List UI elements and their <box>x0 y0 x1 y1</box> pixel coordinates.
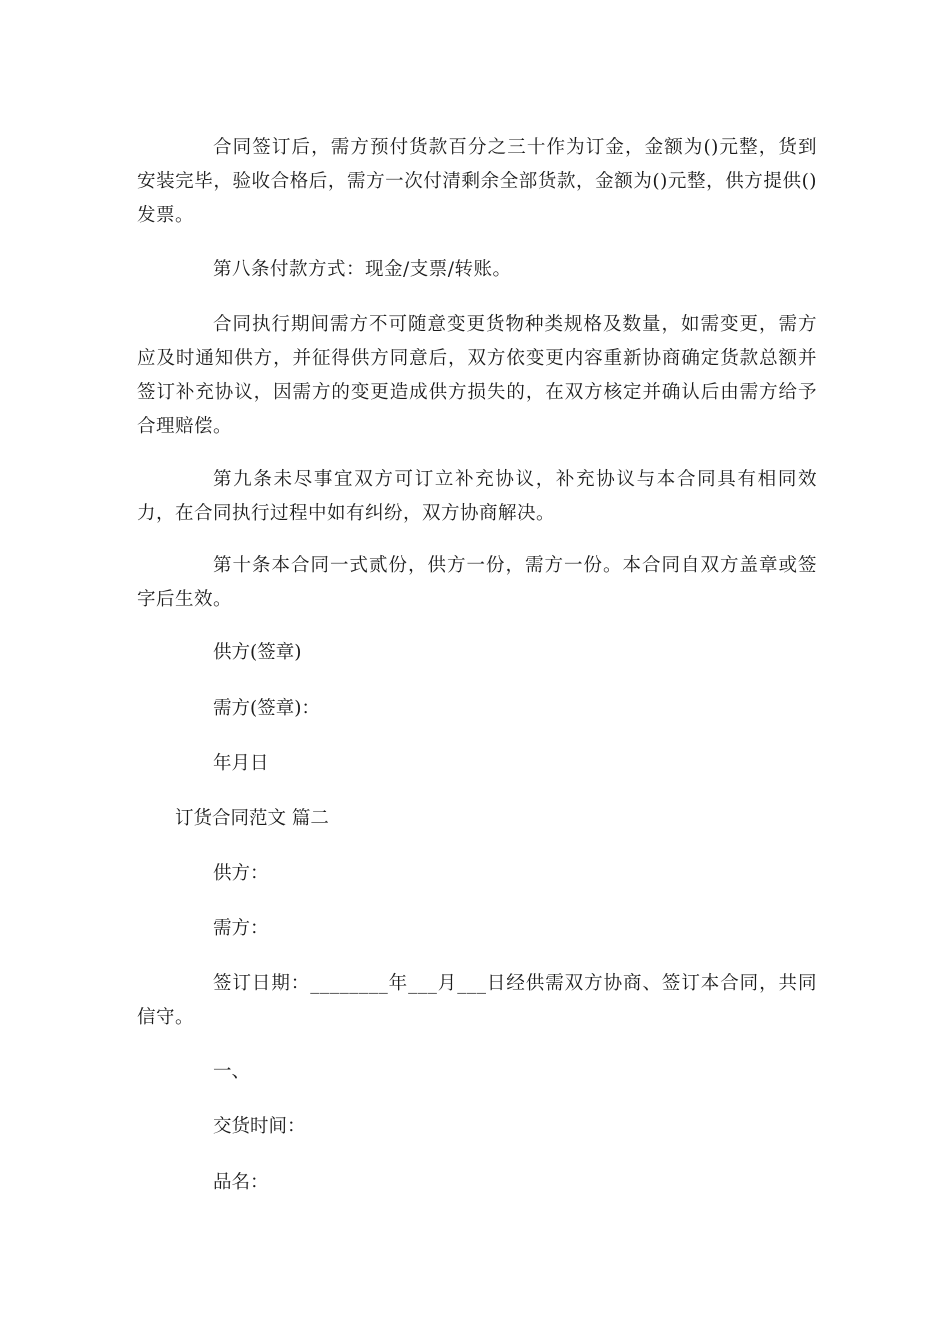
item-one-label: 一、 <box>213 1061 251 1082</box>
paragraph-article-9: 第九条未尽事宜双方可订立补充协议，补充协议与本合同具有相同效力，在合同执行过程中如有纠纷，双方协商解决。 <box>137 469 817 524</box>
supplier-signature-line: 供方(签章) <box>213 642 302 663</box>
supplier-label: 供方： <box>213 863 269 884</box>
buyer-label: 需方： <box>213 918 269 939</box>
buyer-signature-line: 需方(签章)： <box>213 698 320 719</box>
section-title: 订货合同范文 篇二 <box>175 808 329 829</box>
paragraph-article-10: 第十条本合同一式贰份，供方一份，需方一份。本合同自双方盖章或签字后生效。 <box>137 555 817 610</box>
paragraph-payment-terms: 合同签订后，需方预付货款百分之三十作为订金，金额为()元整，货到安装完毕，验收合格后，需方一次付清剩余全部货款，金额为()元整，供方提供()发票。 <box>137 137 817 226</box>
date-line: 年月日 <box>213 753 269 774</box>
paragraph-change-terms: 合同执行期间需方不可随意变更货物种类规格及数量，如需变更，需方应及时通知供方，并征得供方同意后，双方依变更内容重新协商确定货款总额并签订补充协议，因需方的变更造成供方损失的，在双方核定并确认后由需方给予合理赔偿。 <box>137 314 817 437</box>
delivery-time-label: 交货时间： <box>213 1116 306 1137</box>
paragraph-article-8: 第八条付款方式：现金/支票/转账。 <box>213 259 512 280</box>
product-name-label: 品名： <box>213 1172 269 1193</box>
paragraph-sign-date: 签订日期：________年___月___日经供需双方协商、签订本合同，共同信守。 <box>137 973 817 1028</box>
